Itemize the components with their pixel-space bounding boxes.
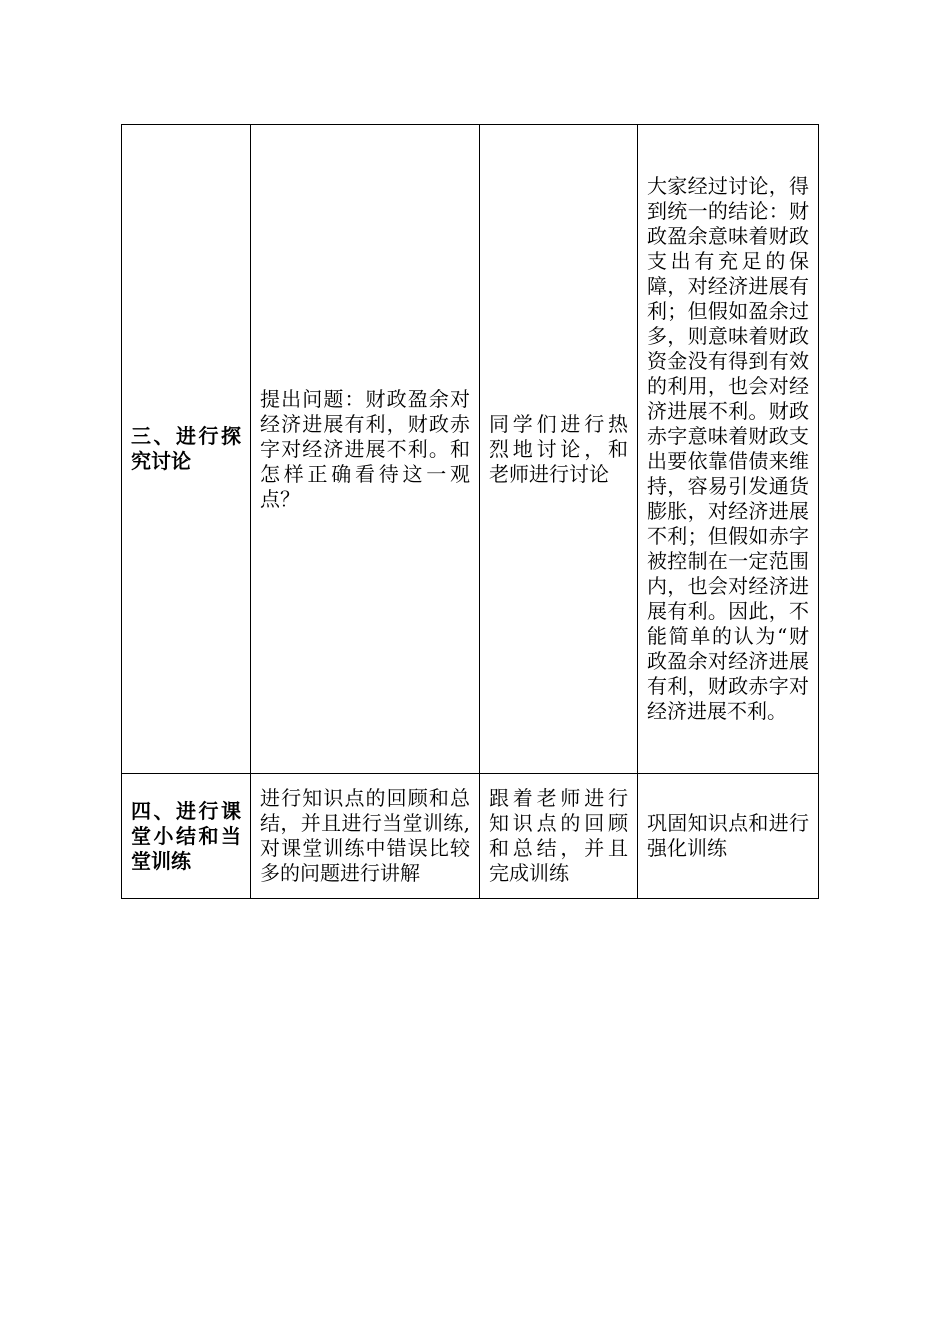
teacher-activity-cell: 进行知识点的回顾和总结，并且进行当堂训练,对课堂训练中错误比较多的问题进行讲解 <box>251 774 480 899</box>
student-activity-cell: 跟着老师进行知识点的回顾和总结，并且完成训练 <box>480 774 638 899</box>
student-activity-cell: 同学们进行热烈地讨论，和老师进行讨论 <box>480 125 638 774</box>
stage-cell: 四、进行课堂小结和当堂训练 <box>122 774 251 899</box>
teacher-activity-cell: 提出问题：财政盈余对经济进展有利，财政赤字对经济进展不利。和怎样正确看待这一观点？ <box>251 125 480 774</box>
outcome-cell: 巩固知识点和进行强化训练 <box>638 774 819 899</box>
table-row-summary <box>122 774 819 899</box>
stage-cell: 三、进行探究讨论 <box>122 125 251 774</box>
outcome-cell: 大家经过讨论，得到统一的结论：财政盈余意味着财政支出有充足的保障，对经济进展有利；但假如盈余过多，则意味着财政资金没有得到有效的利用，也会对经济进展不利。财政赤字意味着财政支出要依靠借债来维持，容易引发通货膨胀，对经济进展不利；但假如赤字被控制在一定范围内，也会对经济进展有利。因此，不能简单的认为“财政盈余对经济进展有利，财政赤字对经济进展不利。 <box>638 125 819 774</box>
lesson-plan-table <box>121 124 819 899</box>
table-row-discussion <box>122 125 819 774</box>
